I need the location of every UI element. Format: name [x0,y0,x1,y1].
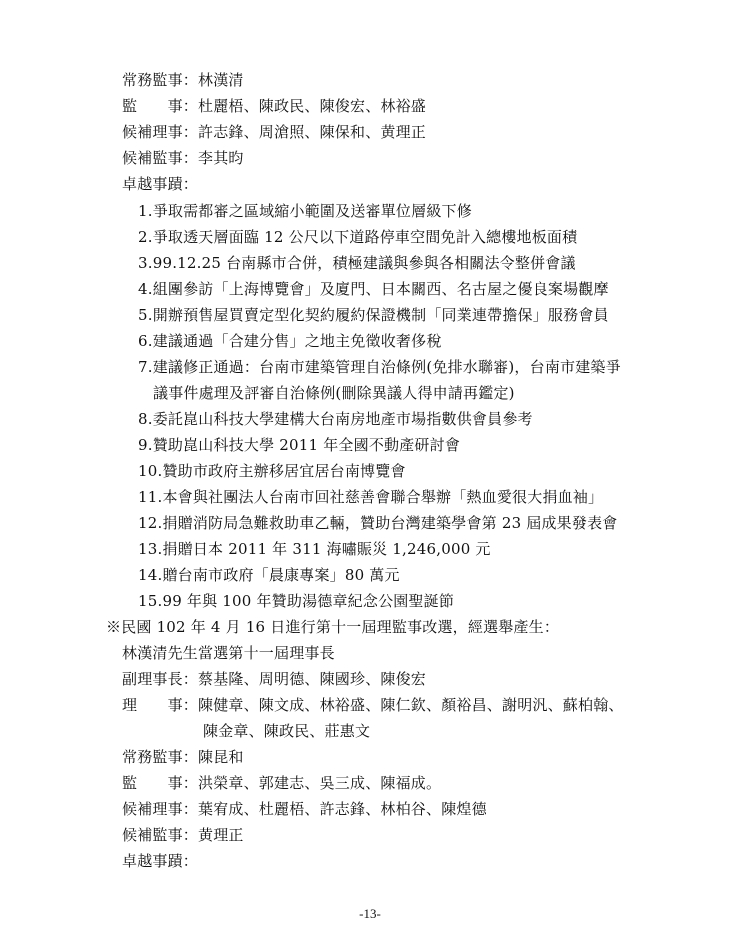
supervisors-line-2: 監 事：洪榮章、郭建志、吳三成、陳福成。 [122,774,442,792]
achievement-item-8: 8.委託崑山科技大學建構大台南房地產市場指數供會員參考 [138,410,533,428]
achievement-item-14: 14.贈台南市政府「晨康專案」80 萬元 [138,566,400,584]
vice-chairmen-line: 副理事長：蔡基隆、周明德、陳國珍、陳俊宏 [122,670,427,688]
achievement-item-11: 11.本會與社團法人台南市回社慈善會聯合舉辦「熱血愛很大捐血袖」 [138,488,604,506]
achievement-item-9: 9.贊助崑山科技大學 2011 年全國不動產研討會 [138,436,461,454]
alternate-supervisor-line-2: 候補監事：黄理正 [122,826,244,844]
achievement-item-6: 6.建議通過「合建分售」之地主免徵收奢侈稅 [138,332,442,350]
directors-line-continued: 陳金章、陳政民、莊惠文 [203,722,371,740]
page-number: -13- [359,906,381,921]
achievement-item-2: 2.爭取透天層面臨 12 公尺以下道路停車空間免計入總樓地板面積 [138,228,578,246]
achievements-heading: 卓越事蹟： [122,175,199,193]
achievement-item-3: 3.99.12.25 台南縣市合併，積極建議與參與各相關法令整併會議 [138,254,576,272]
achievement-item-13: 13.捐贈日本 2011 年 311 海嘯賑災 1,246,000 元 [138,540,491,558]
achievement-item-5: 5.開辦預售屋買賣定型化契約履約保證機制「同業連帶擔保」服務會員 [138,306,609,324]
achievement-item-15: 15.99 年與 100 年贊助湯德章紀念公園聖誕節 [138,592,455,610]
alternate-supervisor-line: 候補監事：李其昀 [122,149,244,167]
achievement-item-7-continued: 議事件處理及評審自治條例(刪除異議人得申請再鑑定) [153,384,515,402]
chairman-line: 林漢清先生當選第十一屆理事長 [122,644,335,662]
achievements-heading-2: 卓越事蹟： [122,852,199,870]
alternate-directors-line: 候補理事：許志鋒、周滄照、陳保和、黄理正 [122,123,427,141]
achievement-item-10: 10.贊助市政府主辦移居宜居台南博覽會 [138,462,406,480]
supervisors-line: 監 事：杜麗梧、陳政民、陳俊宏、林裕盛 [122,97,427,115]
achievement-item-12: 12.捐贈消防局急難救助車乙輛，贊助台灣建築學會第 23 屆成果發表會 [138,514,618,532]
achievement-item-7: 7.建議修正通過：台南市建築管理自治條例(免排水聯審)，台南市建築爭 [138,358,621,376]
directors-line: 理 事：陳健章、陳文成、林裕盛、陳仁欽、顏裕昌、謝明汎、蘇柏翰、 [122,696,624,714]
standing-supervisor-line-2: 常務監事：陳昆和 [122,748,244,766]
alternate-directors-line-2: 候補理事：葉宥成、杜麗梧、許志鋒、林柏谷、陳煌德 [122,800,487,818]
standing-supervisor-line: 常務監事：林漢清 [122,71,244,89]
achievement-item-1: 1.爭取需都審之區域縮小範圍及送審單位層級下修 [138,202,472,220]
achievement-item-4: 4.組團參訪「上海博覽會」及廈門、日本關西、名古屋之優良案場觀摩 [138,280,609,298]
election-note: ※民國 102 年 4 月 16 日進行第十一屆理監事改選，經選舉產生： [106,618,560,636]
